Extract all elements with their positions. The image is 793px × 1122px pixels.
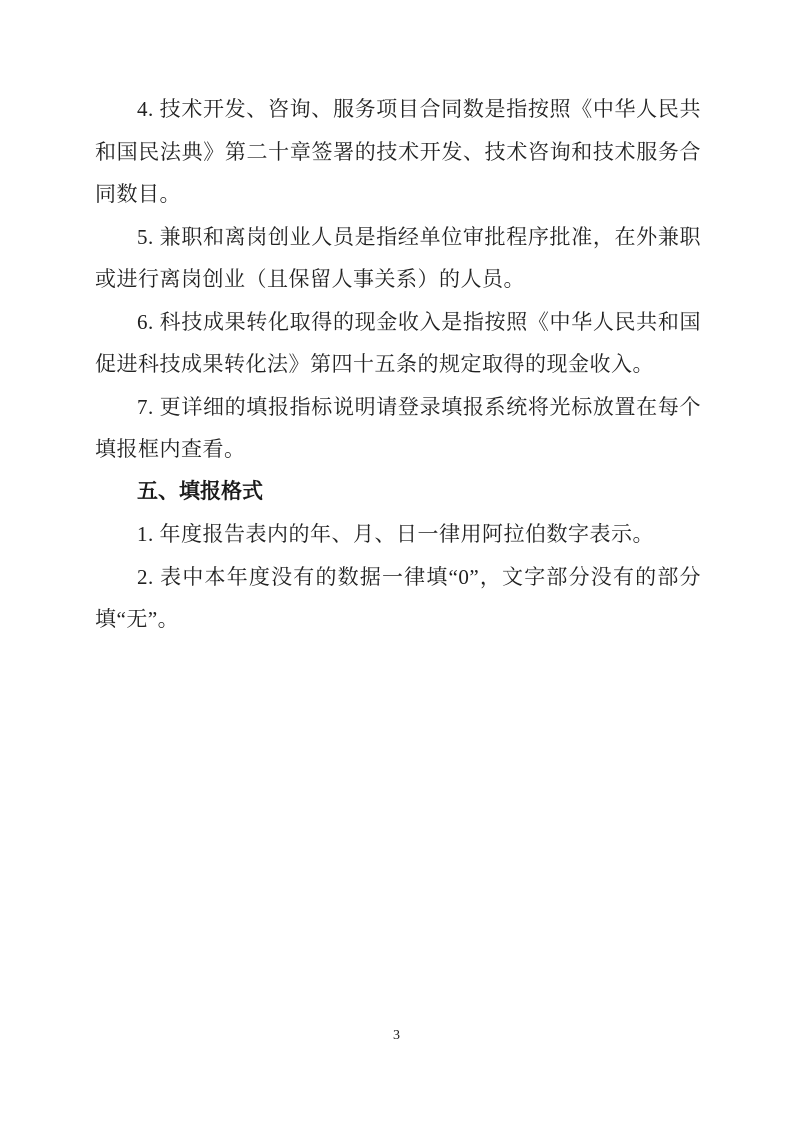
paragraph-item-7: 7. 更详细的填报指标说明请登录填报系统将光标放置在每个填报框内查看。 xyxy=(95,394,701,461)
paragraph-item-5: 5. 兼职和离岗创业人员是指经单位审批程序批准，在外兼职或进行离岗创业（且保留人事关系）的人员。 xyxy=(95,224,701,291)
format-rule-1: 1. 年度报告表内的年、月、日一律用阿拉伯数字表示。 xyxy=(137,522,654,546)
format-rule-2: 2. 表中本年度没有的数据一律填“0”，文字部分没有的部分填“无”。 xyxy=(95,564,701,631)
paragraph-item-6: 6. 科技成果转化取得的现金收入是指按照《中华人民共和国促进科技成果转化法》第四十五条的规定取得的现金收入。 xyxy=(95,309,701,376)
paragraph-item-4: 4. 技术开发、咨询、服务项目合同数是指按照《中华人民共和国民法典》第二十章签署的技术开发、技术咨询和技术服务合同数目。 xyxy=(95,97,701,206)
section-heading-filling-format: 五、填报格式 xyxy=(137,479,263,503)
page-number: 3 xyxy=(393,1028,400,1043)
document-body xyxy=(95,88,701,641)
